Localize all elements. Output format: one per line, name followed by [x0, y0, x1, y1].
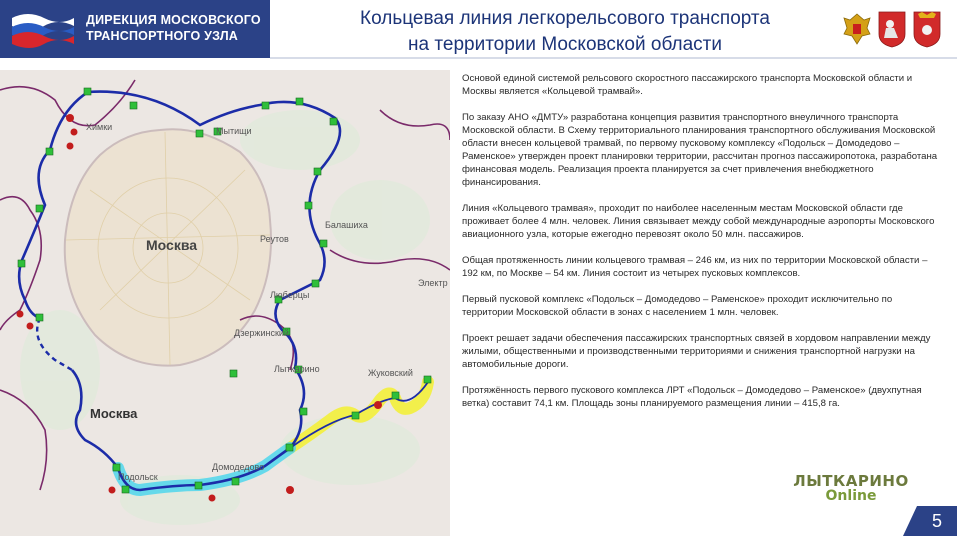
- organization-name-line2: ТРАНСПОРТНОГО УЗЛА: [86, 29, 239, 43]
- map-label-mytishchi: Мытищи: [216, 126, 252, 136]
- moscow-oblast-coat-of-arms-icon: [912, 10, 942, 48]
- page-number-value: 5: [931, 510, 942, 531]
- slide-title-line1: Кольцевая линия легкорельсового транспорта: [360, 8, 770, 29]
- map-label-khimki: Химки: [86, 122, 113, 132]
- watermark-line2: Online: [825, 488, 877, 504]
- page-number: [917, 506, 957, 536]
- description-text: [462, 72, 940, 423]
- slide-title: [300, 6, 830, 58]
- route-map: [0, 70, 450, 536]
- russia-coat-of-arms-icon: [842, 10, 872, 48]
- paragraph-6: Проект решает задачи обеспечения пассажирских транспортных связей в хордовом направлении между жилыми, общественными и производственными территориями и снижения транспортной нагрузки на автомобильные дороги.: [462, 333, 931, 370]
- moscow-coat-of-arms-icon: [877, 10, 907, 48]
- map-label-balashikha: Балашиха: [325, 220, 368, 230]
- organization-name: [86, 12, 266, 44]
- map-label-dzerzhinsky: Дзержинский: [234, 328, 289, 338]
- watermark-line1: ЛЫТКАРИНО: [793, 472, 909, 490]
- slide-title-line2: на территории Московской области: [408, 34, 722, 55]
- map-label-moscow-south: Москва: [90, 406, 138, 421]
- lytkarino-online-watermark: [786, 472, 916, 504]
- map-label-elektrostal: Электр: [418, 278, 448, 288]
- russian-flag-icon: [8, 10, 78, 50]
- map-label-zhukovsky: Жуковский: [368, 368, 413, 378]
- paragraph-3: Линия «Кольцевого трамвая», проходит по наиболее населенным местам Московской области где проживает более 4 млн. человек. Линия связывает между собой международные аэропорты Московского авиационного узла, которые ежегодно перевозят около 50 млн. пассажиров.: [462, 203, 935, 240]
- map-label-reutov: Реутов: [260, 234, 289, 244]
- paragraph-2: По заказу АНО «ДМТУ» разработана концепция развития транспортного внеуличного транспорта Московской области. В Схему территориального планирования транспортного обслуживания Московской области внесен кольцевой трамвай, по первому пусковому комплексу «Подольск – Домодедово – Раменское» утвержден проект планировки территории, рассчитан прогноз пассажиропотока, разработана финансовая модель. Реализация проекта планируется за счет привлечения внебюджетного финансирования.: [462, 112, 938, 188]
- paragraph-1: Основой единой системой рельсового скоростного пассажирского транспорта Московской области и Москвы является «Кольцевой трамвай».: [462, 73, 913, 97]
- paragraph-4: Общая протяженность линии кольцевого трамвая – 246 км, из них по территории Московской области – 192 км, по Москве – 54 км. Линия состоит из четырех пусковых комплексов.: [462, 255, 928, 279]
- map-label-podolsk: Подольск: [118, 472, 158, 482]
- map-label-domodedovo: Домодедово: [212, 462, 265, 472]
- organization-name-line1: ДИРЕКЦИЯ МОСКОВСКОГО: [86, 13, 261, 27]
- coats-of-arms: [842, 10, 946, 50]
- map-label-lyubertsy: Люберцы: [270, 290, 310, 300]
- paragraph-5: Первый пусковой комплекс «Подольск – Домодедово – Раменское» проходит исключительно по территории Московской области в зонах с населением 1 млн. человек.: [462, 294, 893, 318]
- paragraph-7: Протяжённость первого пускового комплекса ЛРТ «Подольск – Домодедово – Раменское» (двухпутная ветка) составит 74,1 км. Площадь зоны планируемого размещения линии – 415,8 га.: [462, 385, 922, 409]
- map-label-lytkarino: Лыткарино: [274, 364, 320, 374]
- map-label-moscow-center: Москва: [146, 237, 198, 253]
- header-band: [0, 0, 270, 58]
